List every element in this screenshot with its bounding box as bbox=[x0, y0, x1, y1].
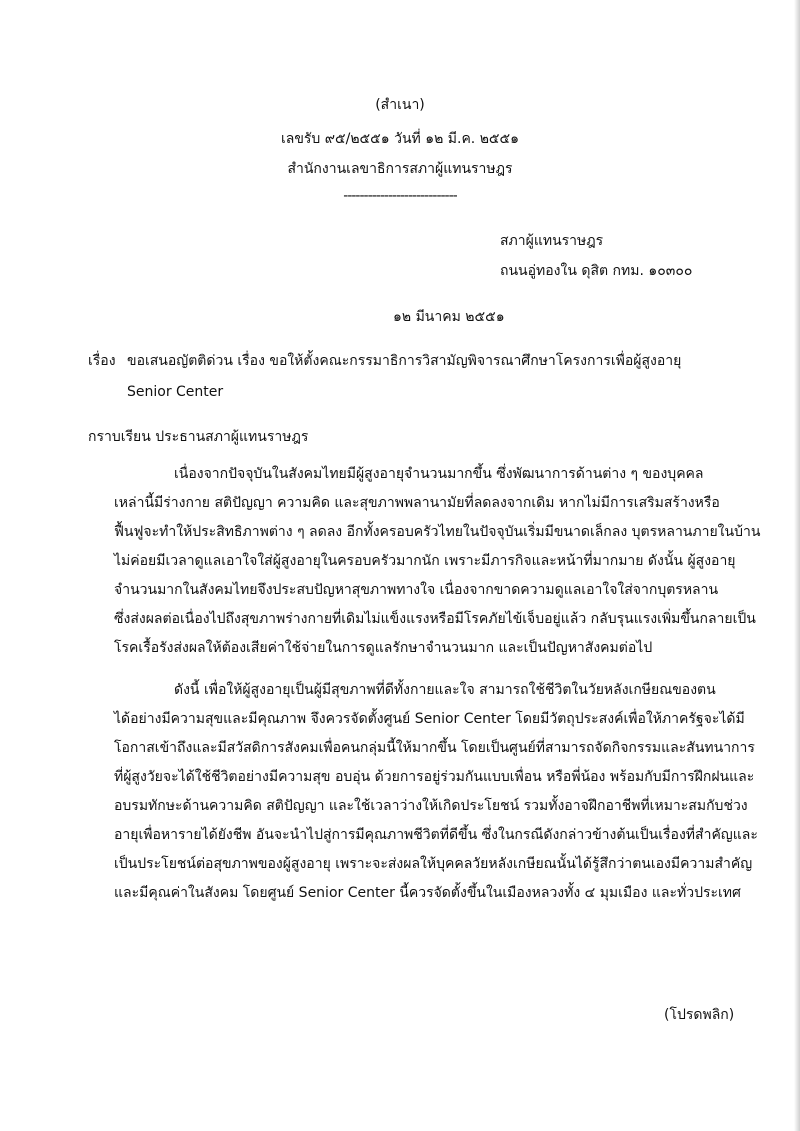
salutation: กราบเรียน ประธานสภาผู้แทนราษฎร bbox=[88, 429, 309, 445]
paragraph-line: เหล่านี้มีร่างกาย สติปัญญา ความคิด และสุขภาพพลานามัยที่ลดลงจากเดิม หากไม่มีการเสริมสร้างหรือ bbox=[114, 495, 720, 511]
paragraph-line: อบรมทักษะด้านความคิด สติปัญญา และใช้เวลาว่างให้เกิดประโยชน์ รวมทั้งอาจฝึกอาชีพที่เหมาะสมกับช่วง bbox=[114, 798, 748, 814]
paragraph-line: ดังนี้ เพื่อให้ผู้สูงอายุเป็นผู้มีสุขภาพที่ดีทั้งกายและใจ สามารถใช้ชีวิตในวัยหลังเกษียณของตน bbox=[174, 682, 716, 698]
subject-line-2: Senior Center bbox=[127, 384, 224, 400]
sender-org: สภาผู้แทนราษฎร bbox=[500, 233, 604, 249]
paragraph-line: อายุเพื่อหารายได้ยังชีพ อันจะนำไปสู่การมีคุณภาพชีวิตที่ดีขึ้น ซึ่งในกรณีดังกล่าวข้างต้นเป็นเรื่องที่สำคัญและ bbox=[114, 827, 758, 843]
paragraph-line: และมีคุณค่าในสังคม โดยศูนย์ Senior Center นี้ควรจัดตั้งขึ้นในเมืองหลวงทั้ง ๔ มุมเมือง และทั่วประเทศ bbox=[114, 885, 741, 901]
paragraph-line: โอกาสเข้าถึงและมีสวัสดิการสังคมเพื่อคนกลุ่มนี้ให้มากขึ้น โดยเป็นศูนย์ที่สามารถจัดกิจกรรมและสันทนาการ bbox=[114, 740, 755, 756]
subject-line-1: ขอเสนอญัตติด่วน เรื่อง ขอให้ตั้งคณะกรรมาธิการวิสามัญพิจารณาศึกษาโครงการเพื่อผู้สูงอายุ bbox=[127, 353, 682, 369]
subject-label: เรื่อง bbox=[88, 353, 116, 369]
paragraph-2 bbox=[114, 676, 758, 908]
paragraph-line: ได้อย่างมีความสุขและมีคุณภาพ จึงควรจัดตั้งศูนย์ Senior Center โดยมีวัตถุประสงค์เพื่อให้ภาครัฐจะได้มี bbox=[114, 711, 745, 727]
paragraph-line: เนื่องจากปัจจุบันในสังคมไทยมีผู้สูงอายุจำนวนมากขึ้น ซึ่งพัฒนาการด้านต่าง ๆ ของบุคคล bbox=[174, 466, 704, 482]
paragraph-line: ฟื้นฟูจะทำให้ประสิทธิภาพต่าง ๆ ลดลง อีกทั้งครอบครัวไทยในปัจจุบันเริ่มมีขนาดเล็กลง บุตรหลานภายในบ้าน bbox=[114, 524, 761, 540]
header-divider: ---------------------------- bbox=[343, 188, 457, 204]
sender-street: ถนนอู่ทองใน ดุสิต กทม. ๑๐๓๐๐ bbox=[500, 263, 693, 279]
paragraph-line: ที่ผู้สูงวัยจะได้ใช้ชีวิตอย่างมีความสุข อบอุ่น ด้วยการอยู่ร่วมกันแบบเพื่อน หรือพี่น้อง พร้อมกับมีการฝึกฝนและ bbox=[114, 769, 755, 785]
paragraph-line: เป็นประโยชน์ต่อสุขภาพของผู้สูงอายุ เพราะจะส่งผลให้บุคคลวัยหลังเกษียณนั้นได้รู้สึกว่าตนเองมีความสำคัญ bbox=[114, 856, 753, 872]
paragraph-line: ซึ่งส่งผลต่อเนื่องไปถึงสุขภาพร่างกายที่เดิมไม่แข็งแรงหรือมีโรคภัยไข้เจ็บอยู่แล้ว กลับรุนแรงเพิ่มขึ้นกลายเป็น bbox=[114, 611, 756, 627]
paragraph-line: โรคเรื้อรังส่งผลให้ต้องเสียค่าใช้จ่ายในการดูแลรักษาจำนวนมาก และเป็นปัญหาสังคมต่อไป bbox=[114, 640, 653, 656]
copy-mark: (สำเนา) bbox=[375, 97, 425, 113]
paragraph-line: จำนวนมากในสังคมไทยจึงประสบปัญหาสุขภาพทางใจ เนื่องจากขาดความดูแลเอาใจใส่จากบุตรหลาน bbox=[114, 582, 719, 598]
turn-over-note: (โปรดพลิก) bbox=[664, 1007, 735, 1023]
scan-edge-shadow bbox=[794, 0, 800, 1131]
paragraph-1 bbox=[114, 460, 761, 663]
office-name: สำนักงานเลขาธิการสภาผู้แทนราษฎร bbox=[287, 161, 513, 177]
paragraph-line: ไม่ค่อยมีเวลาดูแลเอาใจใส่ผู้สูงอายุในครอบครัวมากนัก เพราะมีภารกิจและหน้าที่มากมาย ดังนั้น ผู้สูงอายุ bbox=[114, 553, 736, 569]
letter-date: ๑๒ มีนาคม ๒๕๕๑ bbox=[393, 309, 505, 325]
receipt-line: เลขรับ ๙๕/๒๕๕๑ วันที่ ๑๒ มี.ค. ๒๕๕๑ bbox=[280, 131, 520, 147]
